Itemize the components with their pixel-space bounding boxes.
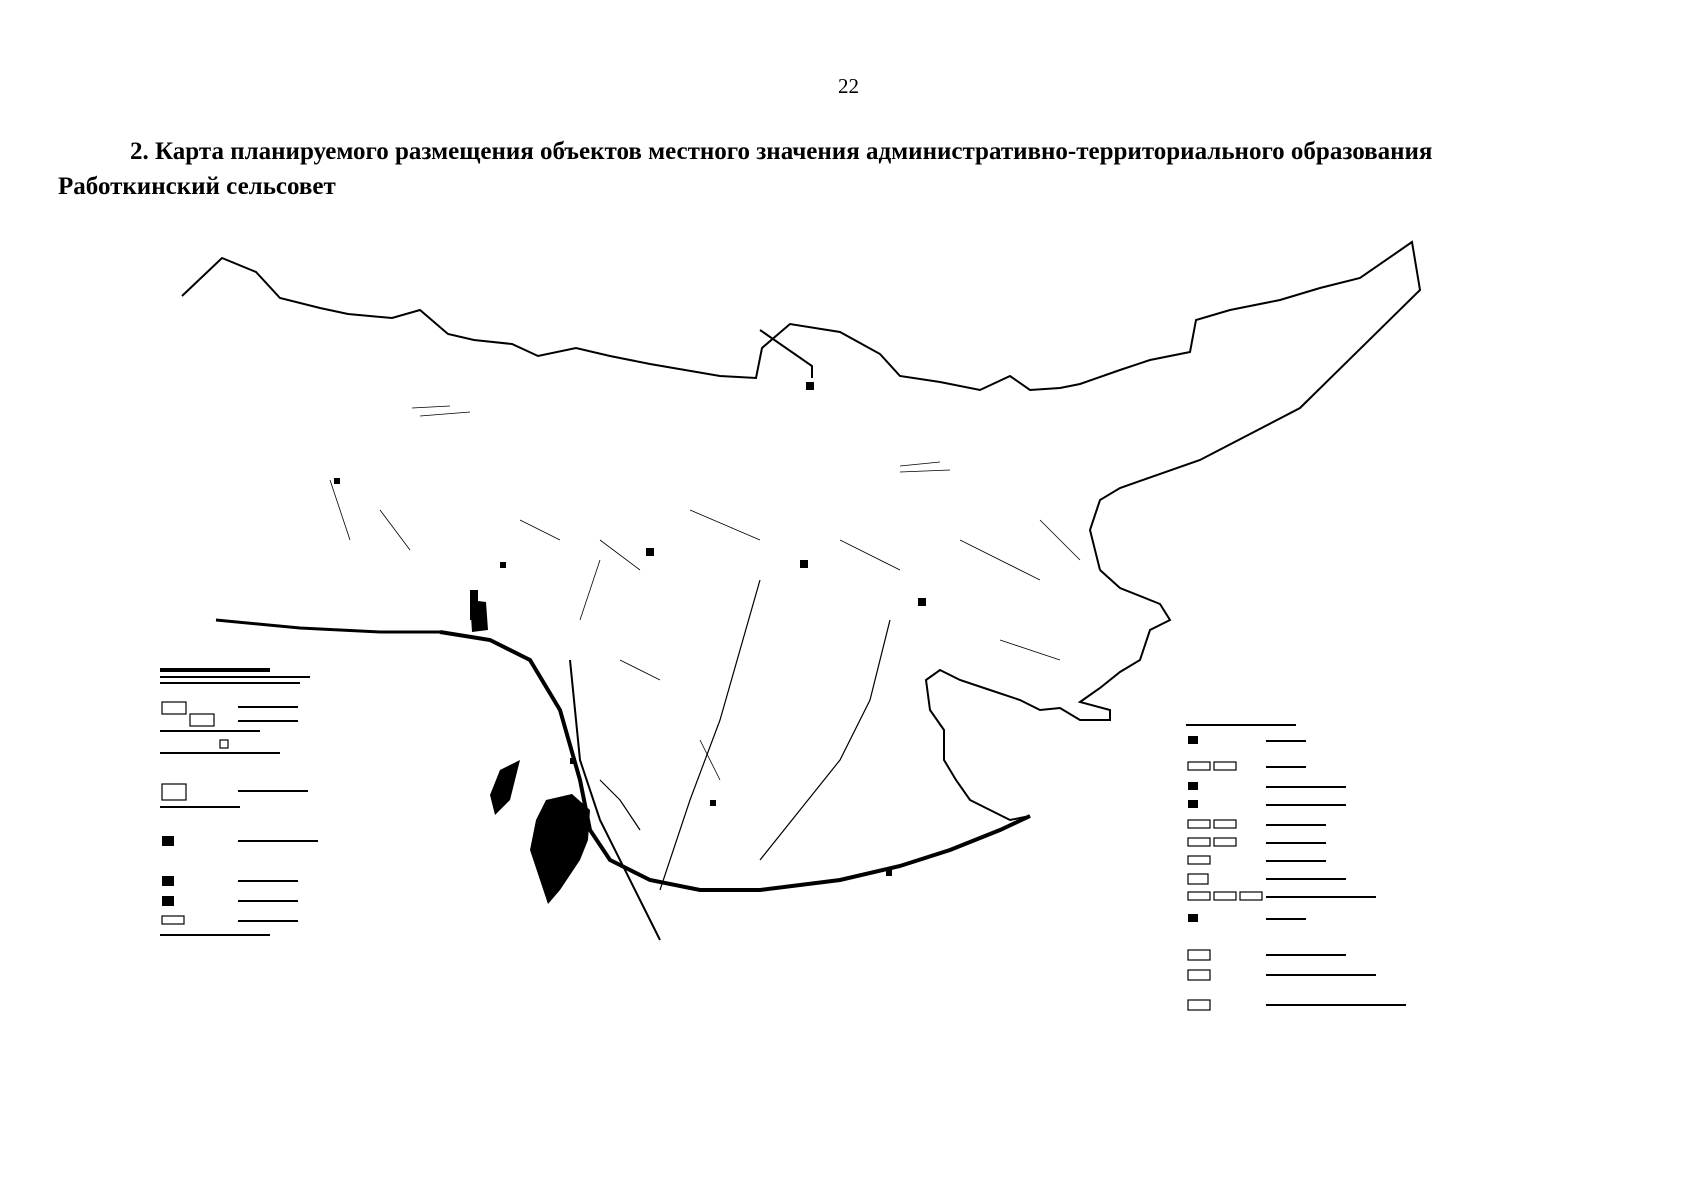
legend-right	[1186, 724, 1406, 1010]
page-heading	[58, 134, 1643, 204]
internal-boundaries	[600, 580, 890, 890]
heading-line-2: Работкинский сельсовет	[58, 173, 336, 200]
main-road	[216, 620, 1030, 940]
page-number: 22	[838, 74, 859, 98]
map-texture	[330, 406, 1080, 780]
heading-line-1: 2. Карта планируемого размещения объектов местного значения административно-территориального образования	[130, 138, 1433, 165]
legend-left	[160, 668, 318, 936]
settlement-markers	[334, 382, 926, 876]
municipal-boundary	[182, 242, 1420, 820]
territory-map	[0, 240, 1697, 1100]
